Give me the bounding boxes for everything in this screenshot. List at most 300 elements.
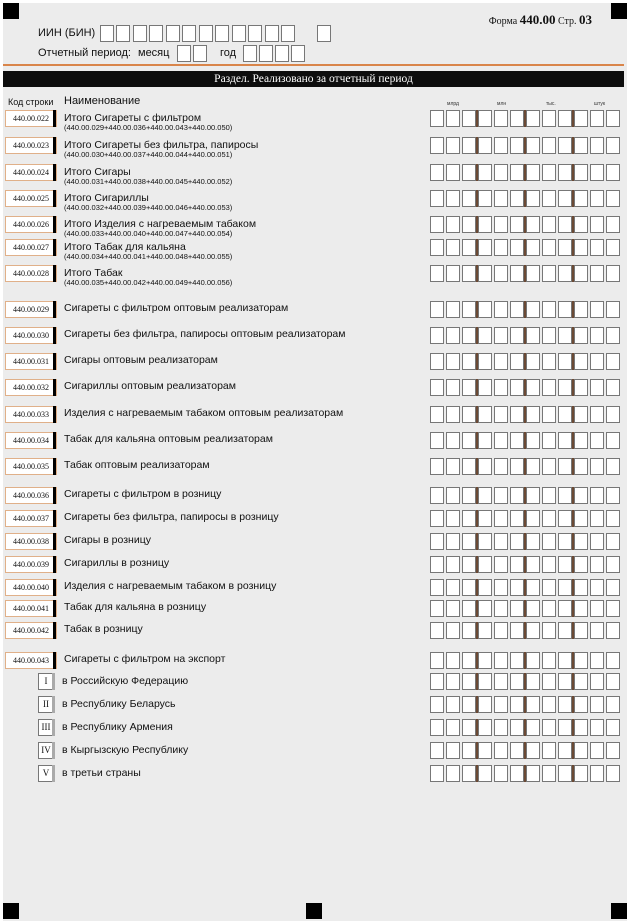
amount-digit-cell[interactable] [510,406,524,423]
iin-digit-cell[interactable] [166,25,180,42]
amount-digit-cell[interactable] [446,301,460,318]
amount-digit-cell[interactable] [590,406,604,423]
amount-digit-cell[interactable] [526,579,540,596]
amount-digit-cell[interactable] [446,137,460,154]
amount-digit-cell[interactable] [590,164,604,181]
amount-digit-cell[interactable] [606,622,620,639]
amount-digit-cell[interactable] [606,600,620,617]
amount-digit-cell[interactable] [574,432,588,449]
amount-digit-cell[interactable] [526,110,540,127]
amount-digit-cell[interactable] [446,622,460,639]
amount-digit-cell[interactable] [446,432,460,449]
amount-digit-cell[interactable] [558,719,572,736]
amount-digit-cell[interactable] [510,673,524,690]
amount-digit-cell[interactable] [430,301,444,318]
amount-digit-cell[interactable] [590,353,604,370]
amount-digit-cell[interactable] [430,265,444,282]
amount-digit-cell[interactable] [590,327,604,344]
amount-digit-cell[interactable] [558,239,572,256]
amount-digit-cell[interactable] [430,533,444,550]
amount-digit-cell[interactable] [542,432,556,449]
amount-digit-cell[interactable] [542,265,556,282]
amount-digit-cell[interactable] [526,673,540,690]
amount-digit-cell[interactable] [606,265,620,282]
amount-digit-cell[interactable] [542,533,556,550]
amount-digit-cell[interactable] [526,719,540,736]
amount-digit-cell[interactable] [446,487,460,504]
iin-digit-cell[interactable] [232,25,246,42]
iin-digit-cell[interactable] [265,25,279,42]
amount-digit-cell[interactable] [526,510,540,527]
amount-digit-cell[interactable] [526,353,540,370]
amount-digit-cell[interactable] [590,765,604,782]
amount-digit-cell[interactable] [478,533,492,550]
amount-digit-cell[interactable] [494,432,508,449]
amount-digit-cell[interactable] [510,600,524,617]
amount-digit-cell[interactable] [606,110,620,127]
amount-digit-cell[interactable] [526,533,540,550]
amount-digit-cell[interactable] [574,406,588,423]
amount-digit-cell[interactable] [590,190,604,207]
amount-digit-cell[interactable] [558,190,572,207]
amount-digit-cell[interactable] [526,432,540,449]
month-digit-cell[interactable] [193,45,207,62]
amount-digit-cell[interactable] [446,742,460,759]
amount-digit-cell[interactable] [478,765,492,782]
amount-digit-cell[interactable] [606,216,620,233]
amount-digit-cell[interactable] [542,556,556,573]
iin-digit-cell[interactable] [149,25,163,42]
amount-digit-cell[interactable] [574,216,588,233]
amount-digit-cell[interactable] [542,510,556,527]
amount-digit-cell[interactable] [494,137,508,154]
amount-digit-cell[interactable] [510,216,524,233]
amount-digit-cell[interactable] [558,487,572,504]
amount-digit-cell[interactable] [446,216,460,233]
amount-digit-cell[interactable] [446,533,460,550]
amount-digit-cell[interactable] [478,301,492,318]
amount-digit-cell[interactable] [574,353,588,370]
iin-digit-cell[interactable] [317,25,331,42]
amount-digit-cell[interactable] [574,579,588,596]
amount-digit-cell[interactable] [542,379,556,396]
amount-digit-cell[interactable] [462,137,476,154]
amount-digit-cell[interactable] [558,301,572,318]
amount-digit-cell[interactable] [494,765,508,782]
amount-digit-cell[interactable] [494,579,508,596]
amount-digit-cell[interactable] [606,353,620,370]
amount-digit-cell[interactable] [446,327,460,344]
amount-digit-cell[interactable] [558,742,572,759]
amount-digit-cell[interactable] [510,301,524,318]
amount-digit-cell[interactable] [542,600,556,617]
amount-digit-cell[interactable] [606,652,620,669]
amount-digit-cell[interactable] [430,742,444,759]
amount-digit-cell[interactable] [558,137,572,154]
amount-digit-cell[interactable] [494,673,508,690]
amount-digit-cell[interactable] [494,327,508,344]
amount-digit-cell[interactable] [510,265,524,282]
iin-digit-cell[interactable] [215,25,229,42]
amount-digit-cell[interactable] [510,432,524,449]
amount-digit-cell[interactable] [542,406,556,423]
amount-digit-cell[interactable] [574,265,588,282]
amount-digit-cell[interactable] [510,379,524,396]
amount-digit-cell[interactable] [558,164,572,181]
amount-digit-cell[interactable] [494,190,508,207]
amount-digit-cell[interactable] [446,696,460,713]
amount-digit-cell[interactable] [574,652,588,669]
amount-digit-cell[interactable] [478,239,492,256]
amount-digit-cell[interactable] [590,379,604,396]
amount-digit-cell[interactable] [430,510,444,527]
amount-digit-cell[interactable] [430,190,444,207]
amount-digit-cell[interactable] [462,673,476,690]
amount-digit-cell[interactable] [446,652,460,669]
amount-digit-cell[interactable] [446,110,460,127]
amount-digit-cell[interactable] [510,622,524,639]
amount-digit-cell[interactable] [542,487,556,504]
amount-digit-cell[interactable] [430,579,444,596]
amount-digit-cell[interactable] [574,556,588,573]
amount-digit-cell[interactable] [558,458,572,475]
amount-digit-cell[interactable] [590,696,604,713]
amount-digit-cell[interactable] [430,556,444,573]
amount-digit-cell[interactable] [494,353,508,370]
amount-digit-cell[interactable] [510,110,524,127]
amount-digit-cell[interactable] [462,406,476,423]
amount-digit-cell[interactable] [542,164,556,181]
amount-digit-cell[interactable] [478,379,492,396]
amount-digit-cell[interactable] [510,487,524,504]
amount-digit-cell[interactable] [558,432,572,449]
amount-digit-cell[interactable] [558,696,572,713]
amount-digit-cell[interactable] [558,600,572,617]
amount-digit-cell[interactable] [430,458,444,475]
iin-digit-cell[interactable] [100,25,114,42]
amount-digit-cell[interactable] [446,190,460,207]
amount-digit-cell[interactable] [494,164,508,181]
year-digit-cell[interactable] [259,45,273,62]
amount-digit-cell[interactable] [542,765,556,782]
amount-digit-cell[interactable] [606,673,620,690]
amount-digit-cell[interactable] [542,301,556,318]
amount-digit-cell[interactable] [494,533,508,550]
amount-digit-cell[interactable] [430,673,444,690]
amount-digit-cell[interactable] [606,301,620,318]
amount-digit-cell[interactable] [478,190,492,207]
amount-digit-cell[interactable] [558,510,572,527]
amount-digit-cell[interactable] [446,265,460,282]
amount-digit-cell[interactable] [430,432,444,449]
amount-digit-cell[interactable] [430,406,444,423]
amount-digit-cell[interactable] [542,742,556,759]
amount-digit-cell[interactable] [462,353,476,370]
amount-digit-cell[interactable] [462,556,476,573]
amount-digit-cell[interactable] [526,652,540,669]
amount-digit-cell[interactable] [590,432,604,449]
amount-digit-cell[interactable] [446,719,460,736]
amount-digit-cell[interactable] [478,164,492,181]
amount-digit-cell[interactable] [510,458,524,475]
iin-digit-cell[interactable] [199,25,213,42]
amount-digit-cell[interactable] [526,458,540,475]
amount-digit-cell[interactable] [446,510,460,527]
amount-digit-cell[interactable] [574,742,588,759]
amount-digit-cell[interactable] [558,110,572,127]
amount-digit-cell[interactable] [542,216,556,233]
amount-digit-cell[interactable] [542,579,556,596]
amount-digit-cell[interactable] [430,110,444,127]
amount-digit-cell[interactable] [606,487,620,504]
amount-digit-cell[interactable] [510,533,524,550]
amount-digit-cell[interactable] [430,379,444,396]
amount-digit-cell[interactable] [590,533,604,550]
amount-digit-cell[interactable] [606,137,620,154]
month-digit-cell[interactable] [177,45,191,62]
amount-digit-cell[interactable] [606,164,620,181]
amount-digit-cell[interactable] [606,510,620,527]
amount-digit-cell[interactable] [430,652,444,669]
amount-digit-cell[interactable] [430,622,444,639]
amount-digit-cell[interactable] [558,379,572,396]
amount-digit-cell[interactable] [574,190,588,207]
amount-digit-cell[interactable] [494,265,508,282]
amount-digit-cell[interactable] [606,239,620,256]
amount-digit-cell[interactable] [494,110,508,127]
amount-digit-cell[interactable] [478,556,492,573]
amount-digit-cell[interactable] [606,719,620,736]
amount-digit-cell[interactable] [478,673,492,690]
amount-digit-cell[interactable] [478,110,492,127]
amount-digit-cell[interactable] [446,600,460,617]
amount-digit-cell[interactable] [494,652,508,669]
amount-digit-cell[interactable] [478,406,492,423]
amount-digit-cell[interactable] [542,190,556,207]
amount-digit-cell[interactable] [590,652,604,669]
amount-digit-cell[interactable] [510,742,524,759]
amount-digit-cell[interactable] [446,353,460,370]
amount-digit-cell[interactable] [606,406,620,423]
amount-digit-cell[interactable] [478,696,492,713]
amount-digit-cell[interactable] [446,379,460,396]
amount-digit-cell[interactable] [494,406,508,423]
amount-digit-cell[interactable] [606,765,620,782]
amount-digit-cell[interactable] [542,622,556,639]
amount-digit-cell[interactable] [494,742,508,759]
amount-digit-cell[interactable] [446,556,460,573]
amount-digit-cell[interactable] [446,458,460,475]
amount-digit-cell[interactable] [558,652,572,669]
amount-digit-cell[interactable] [430,353,444,370]
amount-digit-cell[interactable] [462,327,476,344]
amount-digit-cell[interactable] [494,487,508,504]
amount-digit-cell[interactable] [462,765,476,782]
amount-digit-cell[interactable] [462,265,476,282]
amount-digit-cell[interactable] [510,239,524,256]
amount-digit-cell[interactable] [462,719,476,736]
iin-digit-cell[interactable] [248,25,262,42]
amount-digit-cell[interactable] [494,719,508,736]
iin-digit-cell[interactable] [116,25,130,42]
amount-digit-cell[interactable] [478,353,492,370]
amount-digit-cell[interactable] [542,137,556,154]
amount-digit-cell[interactable] [446,239,460,256]
amount-digit-cell[interactable] [542,353,556,370]
amount-digit-cell[interactable] [574,327,588,344]
amount-digit-cell[interactable] [510,327,524,344]
amount-digit-cell[interactable] [558,622,572,639]
amount-digit-cell[interactable] [542,458,556,475]
amount-digit-cell[interactable] [478,137,492,154]
amount-digit-cell[interactable] [462,164,476,181]
amount-digit-cell[interactable] [526,487,540,504]
amount-digit-cell[interactable] [606,742,620,759]
amount-digit-cell[interactable] [574,239,588,256]
amount-digit-cell[interactable] [590,719,604,736]
amount-digit-cell[interactable] [590,458,604,475]
amount-digit-cell[interactable] [558,406,572,423]
amount-digit-cell[interactable] [462,510,476,527]
amount-digit-cell[interactable] [494,301,508,318]
amount-digit-cell[interactable] [462,600,476,617]
amount-digit-cell[interactable] [526,696,540,713]
amount-digit-cell[interactable] [574,673,588,690]
amount-digit-cell[interactable] [606,696,620,713]
amount-digit-cell[interactable] [430,719,444,736]
amount-digit-cell[interactable] [526,742,540,759]
amount-digit-cell[interactable] [478,265,492,282]
amount-digit-cell[interactable] [462,379,476,396]
amount-digit-cell[interactable] [526,406,540,423]
amount-digit-cell[interactable] [542,327,556,344]
amount-digit-cell[interactable] [478,327,492,344]
amount-digit-cell[interactable] [494,600,508,617]
amount-digit-cell[interactable] [526,379,540,396]
iin-digit-cell[interactable] [281,25,295,42]
amount-digit-cell[interactable] [590,600,604,617]
amount-digit-cell[interactable] [526,137,540,154]
amount-digit-cell[interactable] [590,301,604,318]
amount-digit-cell[interactable] [558,673,572,690]
amount-digit-cell[interactable] [558,327,572,344]
amount-digit-cell[interactable] [510,652,524,669]
amount-digit-cell[interactable] [430,765,444,782]
amount-digit-cell[interactable] [510,696,524,713]
amount-digit-cell[interactable] [446,765,460,782]
amount-digit-cell[interactable] [526,327,540,344]
amount-digit-cell[interactable] [590,110,604,127]
amount-digit-cell[interactable] [542,239,556,256]
amount-digit-cell[interactable] [526,556,540,573]
amount-digit-cell[interactable] [606,190,620,207]
amount-digit-cell[interactable] [558,556,572,573]
amount-digit-cell[interactable] [494,239,508,256]
amount-digit-cell[interactable] [574,719,588,736]
amount-digit-cell[interactable] [494,216,508,233]
amount-digit-cell[interactable] [478,719,492,736]
amount-digit-cell[interactable] [574,510,588,527]
amount-digit-cell[interactable] [494,379,508,396]
amount-digit-cell[interactable] [462,652,476,669]
amount-digit-cell[interactable] [542,110,556,127]
amount-digit-cell[interactable] [462,216,476,233]
amount-digit-cell[interactable] [494,556,508,573]
amount-digit-cell[interactable] [462,487,476,504]
amount-digit-cell[interactable] [462,742,476,759]
amount-digit-cell[interactable] [478,622,492,639]
amount-digit-cell[interactable] [574,301,588,318]
amount-digit-cell[interactable] [462,696,476,713]
amount-digit-cell[interactable] [430,239,444,256]
iin-digit-cell[interactable] [182,25,196,42]
amount-digit-cell[interactable] [606,533,620,550]
amount-digit-cell[interactable] [478,487,492,504]
amount-digit-cell[interactable] [574,110,588,127]
amount-digit-cell[interactable] [574,137,588,154]
amount-digit-cell[interactable] [590,137,604,154]
amount-digit-cell[interactable] [526,239,540,256]
amount-digit-cell[interactable] [430,696,444,713]
amount-digit-cell[interactable] [478,432,492,449]
amount-digit-cell[interactable] [510,190,524,207]
amount-digit-cell[interactable] [526,301,540,318]
amount-digit-cell[interactable] [510,137,524,154]
amount-digit-cell[interactable] [574,622,588,639]
amount-digit-cell[interactable] [558,353,572,370]
amount-digit-cell[interactable] [494,622,508,639]
year-digit-cell[interactable] [275,45,289,62]
amount-digit-cell[interactable] [526,265,540,282]
amount-digit-cell[interactable] [510,765,524,782]
amount-digit-cell[interactable] [590,239,604,256]
amount-digit-cell[interactable] [510,164,524,181]
amount-digit-cell[interactable] [542,652,556,669]
amount-digit-cell[interactable] [590,742,604,759]
amount-digit-cell[interactable] [462,622,476,639]
amount-digit-cell[interactable] [478,458,492,475]
amount-digit-cell[interactable] [574,533,588,550]
amount-digit-cell[interactable] [606,556,620,573]
amount-digit-cell[interactable] [574,379,588,396]
amount-digit-cell[interactable] [526,216,540,233]
amount-digit-cell[interactable] [478,510,492,527]
amount-digit-cell[interactable] [462,432,476,449]
amount-digit-cell[interactable] [430,487,444,504]
amount-digit-cell[interactable] [478,742,492,759]
amount-digit-cell[interactable] [478,579,492,596]
amount-digit-cell[interactable] [542,719,556,736]
iin-digit-cell[interactable] [133,25,147,42]
amount-digit-cell[interactable] [430,164,444,181]
amount-digit-cell[interactable] [526,190,540,207]
amount-digit-cell[interactable] [574,696,588,713]
amount-digit-cell[interactable] [446,406,460,423]
amount-digit-cell[interactable] [510,353,524,370]
amount-digit-cell[interactable] [430,600,444,617]
amount-digit-cell[interactable] [494,696,508,713]
amount-digit-cell[interactable] [542,696,556,713]
amount-digit-cell[interactable] [526,622,540,639]
amount-digit-cell[interactable] [462,579,476,596]
amount-digit-cell[interactable] [574,164,588,181]
amount-digit-cell[interactable] [606,458,620,475]
amount-digit-cell[interactable] [494,510,508,527]
amount-digit-cell[interactable] [446,673,460,690]
year-digit-cell[interactable] [243,45,257,62]
amount-digit-cell[interactable] [590,579,604,596]
amount-digit-cell[interactable] [462,190,476,207]
